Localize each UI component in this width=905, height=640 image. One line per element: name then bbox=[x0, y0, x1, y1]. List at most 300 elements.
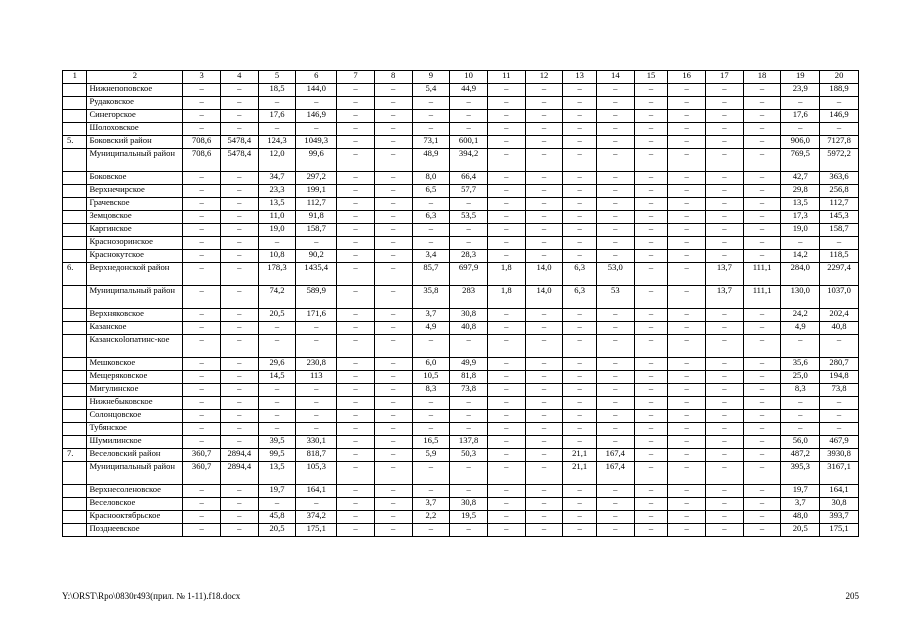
value-cell: – bbox=[563, 110, 597, 123]
value-cell: 2894,4 bbox=[220, 462, 258, 485]
value-cell: 3,7 bbox=[412, 309, 450, 322]
table-row bbox=[63, 97, 859, 110]
value-cell: – bbox=[743, 84, 781, 97]
value-cell: – bbox=[450, 224, 488, 237]
value-cell: – bbox=[634, 250, 668, 263]
value-cell: 30,8 bbox=[820, 498, 859, 511]
value-cell: – bbox=[220, 286, 258, 309]
value-cell: – bbox=[563, 309, 597, 322]
value-cell: – bbox=[596, 436, 634, 449]
value-cell: – bbox=[706, 110, 744, 123]
table-row bbox=[63, 149, 859, 172]
value-cell: 167,4 bbox=[596, 449, 634, 462]
row-number bbox=[63, 149, 87, 172]
value-cell: – bbox=[781, 237, 820, 250]
value-cell: 167,4 bbox=[596, 462, 634, 485]
value-cell: – bbox=[374, 172, 412, 185]
value-cell: – bbox=[374, 123, 412, 136]
value-cell: 111,1 bbox=[743, 263, 781, 286]
value-cell: 20,5 bbox=[258, 524, 296, 537]
value-cell: – bbox=[563, 384, 597, 397]
row-name: Мещеряковское bbox=[87, 371, 183, 384]
footer-file-path: Y:\ORST\Rpo\0830r493(прил. № 1-11).f18.docx bbox=[62, 591, 241, 601]
value-cell: – bbox=[563, 335, 597, 358]
value-cell: – bbox=[412, 97, 450, 110]
value-cell: – bbox=[634, 485, 668, 498]
table-row bbox=[63, 322, 859, 335]
value-cell: – bbox=[743, 462, 781, 485]
value-cell: – bbox=[487, 211, 525, 224]
value-cell: – bbox=[450, 423, 488, 436]
table-row bbox=[63, 358, 859, 371]
value-cell: – bbox=[668, 149, 706, 172]
table-row bbox=[63, 198, 859, 211]
row-name: Солонцовское bbox=[87, 410, 183, 423]
header-cell: 6 bbox=[296, 71, 337, 84]
value-cell: – bbox=[743, 384, 781, 397]
value-cell: – bbox=[563, 371, 597, 384]
value-cell: 8,3 bbox=[781, 384, 820, 397]
value-cell: – bbox=[220, 322, 258, 335]
value-cell: – bbox=[820, 123, 859, 136]
value-cell: – bbox=[706, 498, 744, 511]
value-cell: 6,5 bbox=[412, 185, 450, 198]
value-cell: – bbox=[634, 263, 668, 286]
value-cell: 360,7 bbox=[183, 462, 221, 485]
value-cell: – bbox=[258, 397, 296, 410]
row-name: Верхнечирское bbox=[87, 185, 183, 198]
value-cell: 3,7 bbox=[781, 498, 820, 511]
value-cell: 11,0 bbox=[258, 211, 296, 224]
value-cell: 23,9 bbox=[781, 84, 820, 97]
row-name: Боковский район bbox=[87, 136, 183, 149]
value-cell: – bbox=[337, 237, 375, 250]
value-cell: – bbox=[487, 423, 525, 436]
value-cell: 175,1 bbox=[820, 524, 859, 537]
value-cell: 81,8 bbox=[450, 371, 488, 384]
table-row bbox=[63, 449, 859, 462]
value-cell: – bbox=[374, 436, 412, 449]
value-cell: – bbox=[596, 224, 634, 237]
value-cell: – bbox=[374, 524, 412, 537]
row-name: Тубянское bbox=[87, 423, 183, 436]
value-cell: – bbox=[374, 322, 412, 335]
value-cell: – bbox=[634, 309, 668, 322]
value-cell: 199,1 bbox=[296, 185, 337, 198]
value-cell: – bbox=[706, 84, 744, 97]
value-cell: 363,6 bbox=[820, 172, 859, 185]
value-cell: – bbox=[220, 84, 258, 97]
row-number bbox=[63, 371, 87, 384]
value-cell: – bbox=[525, 250, 563, 263]
value-cell: 818,7 bbox=[296, 449, 337, 462]
value-cell: 113 bbox=[296, 371, 337, 384]
value-cell: – bbox=[525, 410, 563, 423]
value-cell: 18,5 bbox=[258, 84, 296, 97]
value-cell: – bbox=[374, 335, 412, 358]
row-number: 6. bbox=[63, 263, 87, 286]
value-cell: – bbox=[258, 123, 296, 136]
value-cell: – bbox=[596, 185, 634, 198]
value-cell: – bbox=[743, 371, 781, 384]
row-name: Муниципальный район bbox=[87, 149, 183, 172]
row-number bbox=[63, 335, 87, 358]
value-cell: 769,5 bbox=[781, 149, 820, 172]
value-cell: – bbox=[743, 123, 781, 136]
value-cell: 50,3 bbox=[450, 449, 488, 462]
value-cell: – bbox=[258, 322, 296, 335]
value-cell: 360,7 bbox=[183, 449, 221, 462]
row-name: Краснозоринское bbox=[87, 237, 183, 250]
table-row bbox=[63, 211, 859, 224]
value-cell: 330,1 bbox=[296, 436, 337, 449]
header-cell: 7 bbox=[337, 71, 375, 84]
value-cell: – bbox=[525, 485, 563, 498]
value-cell: – bbox=[374, 211, 412, 224]
value-cell: 112,7 bbox=[296, 198, 337, 211]
value-cell: 146,9 bbox=[820, 110, 859, 123]
row-name: Земцовское bbox=[87, 211, 183, 224]
table-row bbox=[63, 511, 859, 524]
header-cell: 5 bbox=[258, 71, 296, 84]
value-cell: – bbox=[337, 84, 375, 97]
header-cell: 12 bbox=[525, 71, 563, 84]
value-cell: 17,3 bbox=[781, 211, 820, 224]
value-cell: 13,7 bbox=[706, 286, 744, 309]
value-cell: – bbox=[634, 322, 668, 335]
value-cell: – bbox=[743, 322, 781, 335]
value-cell: – bbox=[183, 335, 221, 358]
value-cell: – bbox=[374, 97, 412, 110]
value-cell: – bbox=[525, 136, 563, 149]
value-cell: – bbox=[634, 172, 668, 185]
value-cell: – bbox=[183, 410, 221, 423]
value-cell: – bbox=[743, 397, 781, 410]
value-cell: 73,8 bbox=[820, 384, 859, 397]
row-number bbox=[63, 358, 87, 371]
row-name: Верхняковское bbox=[87, 309, 183, 322]
value-cell: – bbox=[296, 322, 337, 335]
value-cell: – bbox=[668, 397, 706, 410]
value-cell: – bbox=[296, 237, 337, 250]
value-cell: – bbox=[525, 185, 563, 198]
value-cell: – bbox=[525, 462, 563, 485]
value-cell: – bbox=[337, 485, 375, 498]
row-number bbox=[63, 110, 87, 123]
value-cell: – bbox=[668, 358, 706, 371]
value-cell: – bbox=[220, 511, 258, 524]
value-cell: 13,5 bbox=[258, 198, 296, 211]
header-cell: 8 bbox=[374, 71, 412, 84]
value-cell: 42,7 bbox=[781, 172, 820, 185]
value-cell: – bbox=[487, 485, 525, 498]
value-cell: – bbox=[296, 410, 337, 423]
value-cell: – bbox=[563, 358, 597, 371]
value-cell: 906,0 bbox=[781, 136, 820, 149]
value-cell: – bbox=[450, 462, 488, 485]
value-cell: – bbox=[596, 211, 634, 224]
value-cell: – bbox=[634, 211, 668, 224]
value-cell: – bbox=[487, 250, 525, 263]
value-cell: – bbox=[220, 185, 258, 198]
value-cell: – bbox=[668, 185, 706, 198]
value-cell: – bbox=[374, 224, 412, 237]
value-cell: – bbox=[668, 436, 706, 449]
row-name: Мигулинское bbox=[87, 384, 183, 397]
value-cell: – bbox=[337, 211, 375, 224]
value-cell: – bbox=[563, 198, 597, 211]
value-cell: – bbox=[634, 286, 668, 309]
value-cell: 145,3 bbox=[820, 211, 859, 224]
value-cell: 44,9 bbox=[450, 84, 488, 97]
value-cell: – bbox=[183, 224, 221, 237]
row-name: Казанское bbox=[87, 322, 183, 335]
row-number bbox=[63, 172, 87, 185]
value-cell: – bbox=[487, 84, 525, 97]
table-row bbox=[63, 185, 859, 198]
header-cell: 3 bbox=[183, 71, 221, 84]
table-row bbox=[63, 237, 859, 250]
header-cell: 14 bbox=[596, 71, 634, 84]
value-cell: – bbox=[596, 498, 634, 511]
value-cell: – bbox=[337, 123, 375, 136]
row-name: Шумилинское bbox=[87, 436, 183, 449]
value-cell: – bbox=[706, 449, 744, 462]
value-cell: – bbox=[258, 97, 296, 110]
value-cell: – bbox=[337, 198, 375, 211]
value-cell: – bbox=[487, 449, 525, 462]
value-cell: 19,5 bbox=[450, 511, 488, 524]
value-cell: – bbox=[220, 397, 258, 410]
value-cell: – bbox=[668, 423, 706, 436]
value-cell: – bbox=[220, 309, 258, 322]
value-cell: – bbox=[258, 384, 296, 397]
value-cell: 30,8 bbox=[450, 309, 488, 322]
value-cell: – bbox=[487, 335, 525, 358]
value-cell: – bbox=[706, 123, 744, 136]
value-cell: – bbox=[374, 384, 412, 397]
value-cell: – bbox=[634, 110, 668, 123]
value-cell: – bbox=[743, 511, 781, 524]
table-row bbox=[63, 498, 859, 511]
value-cell: – bbox=[563, 322, 597, 335]
row-number bbox=[63, 423, 87, 436]
value-cell: 21,1 bbox=[563, 449, 597, 462]
value-cell: – bbox=[563, 136, 597, 149]
value-cell: – bbox=[525, 397, 563, 410]
value-cell: – bbox=[220, 224, 258, 237]
row-name: Краснокутское bbox=[87, 250, 183, 263]
value-cell: – bbox=[781, 123, 820, 136]
value-cell: – bbox=[374, 410, 412, 423]
value-cell: 589,9 bbox=[296, 286, 337, 309]
value-cell: – bbox=[706, 335, 744, 358]
value-cell: – bbox=[487, 384, 525, 397]
value-cell: – bbox=[183, 498, 221, 511]
value-cell: – bbox=[487, 110, 525, 123]
value-cell: – bbox=[596, 485, 634, 498]
row-number bbox=[63, 250, 87, 263]
header-cell: 17 bbox=[706, 71, 744, 84]
value-cell: – bbox=[337, 511, 375, 524]
value-cell: – bbox=[525, 198, 563, 211]
value-cell: – bbox=[706, 136, 744, 149]
value-cell: – bbox=[634, 410, 668, 423]
value-cell: – bbox=[634, 335, 668, 358]
value-cell: – bbox=[525, 371, 563, 384]
value-cell: 35,6 bbox=[781, 358, 820, 371]
value-cell: – bbox=[412, 198, 450, 211]
value-cell: – bbox=[220, 123, 258, 136]
value-cell: – bbox=[337, 250, 375, 263]
value-cell: – bbox=[634, 423, 668, 436]
value-cell: – bbox=[337, 136, 375, 149]
value-cell: – bbox=[337, 462, 375, 485]
value-cell: – bbox=[525, 524, 563, 537]
row-name: Нижнепоповское bbox=[87, 84, 183, 97]
value-cell: 14,0 bbox=[525, 286, 563, 309]
value-cell: 5478,4 bbox=[220, 149, 258, 172]
value-cell: – bbox=[634, 97, 668, 110]
value-cell: 467,9 bbox=[820, 436, 859, 449]
value-cell: 6,0 bbox=[412, 358, 450, 371]
value-cell: – bbox=[220, 263, 258, 286]
value-cell: – bbox=[374, 462, 412, 485]
value-cell: – bbox=[337, 384, 375, 397]
value-cell: 90,2 bbox=[296, 250, 337, 263]
value-cell: – bbox=[337, 224, 375, 237]
value-cell: – bbox=[668, 97, 706, 110]
row-number bbox=[63, 309, 87, 322]
value-cell: – bbox=[412, 397, 450, 410]
value-cell: – bbox=[220, 237, 258, 250]
value-cell: – bbox=[743, 110, 781, 123]
value-cell: – bbox=[183, 436, 221, 449]
value-cell: – bbox=[668, 524, 706, 537]
value-cell: – bbox=[634, 498, 668, 511]
value-cell: 39,5 bbox=[258, 436, 296, 449]
value-cell: 297,2 bbox=[296, 172, 337, 185]
value-cell: – bbox=[337, 423, 375, 436]
value-cell: 21,1 bbox=[563, 462, 597, 485]
row-name: Казанскolопатинс-кое bbox=[87, 335, 183, 358]
table-row bbox=[63, 524, 859, 537]
value-cell: 5972,2 bbox=[820, 149, 859, 172]
value-cell: 19,7 bbox=[781, 485, 820, 498]
value-cell: – bbox=[337, 286, 375, 309]
value-cell: – bbox=[596, 149, 634, 172]
value-cell: – bbox=[706, 149, 744, 172]
value-cell: 56,0 bbox=[781, 436, 820, 449]
value-cell: – bbox=[487, 524, 525, 537]
value-cell: – bbox=[220, 524, 258, 537]
value-cell: – bbox=[743, 198, 781, 211]
value-cell: – bbox=[183, 524, 221, 537]
value-cell: – bbox=[634, 371, 668, 384]
table-row bbox=[63, 172, 859, 185]
value-cell: 17,6 bbox=[781, 110, 820, 123]
value-cell: 395,3 bbox=[781, 462, 820, 485]
value-cell: 171,6 bbox=[296, 309, 337, 322]
value-cell: – bbox=[820, 97, 859, 110]
row-number bbox=[63, 511, 87, 524]
value-cell: – bbox=[337, 449, 375, 462]
value-cell: – bbox=[487, 123, 525, 136]
row-number bbox=[63, 462, 87, 485]
value-cell: 2894,4 bbox=[220, 449, 258, 462]
value-cell: 175,1 bbox=[296, 524, 337, 537]
value-cell: – bbox=[781, 397, 820, 410]
value-cell: 23,3 bbox=[258, 185, 296, 198]
table-row bbox=[63, 224, 859, 237]
value-cell: – bbox=[374, 185, 412, 198]
value-cell: – bbox=[706, 436, 744, 449]
value-cell: – bbox=[487, 224, 525, 237]
value-cell: – bbox=[743, 335, 781, 358]
value-cell: – bbox=[743, 237, 781, 250]
value-cell: – bbox=[706, 371, 744, 384]
value-cell: – bbox=[183, 309, 221, 322]
row-name: Синегорское bbox=[87, 110, 183, 123]
value-cell: – bbox=[668, 110, 706, 123]
value-cell: – bbox=[183, 371, 221, 384]
value-cell: – bbox=[525, 123, 563, 136]
value-cell: – bbox=[525, 149, 563, 172]
value-cell: – bbox=[220, 335, 258, 358]
value-cell: – bbox=[596, 309, 634, 322]
value-cell: – bbox=[668, 237, 706, 250]
value-cell: – bbox=[668, 410, 706, 423]
value-cell: 283 bbox=[450, 286, 488, 309]
row-number: 7. bbox=[63, 449, 87, 462]
row-name: Грачевское bbox=[87, 198, 183, 211]
value-cell: – bbox=[596, 84, 634, 97]
value-cell: – bbox=[183, 322, 221, 335]
table-row bbox=[63, 462, 859, 485]
value-cell: 374,2 bbox=[296, 511, 337, 524]
value-cell: – bbox=[337, 358, 375, 371]
value-cell: 256,8 bbox=[820, 185, 859, 198]
value-cell: – bbox=[337, 263, 375, 286]
header-row bbox=[63, 71, 859, 84]
value-cell: – bbox=[487, 97, 525, 110]
value-cell: 105,3 bbox=[296, 462, 337, 485]
value-cell: – bbox=[706, 97, 744, 110]
value-cell: 91,8 bbox=[296, 211, 337, 224]
value-cell: 1049,3 bbox=[296, 136, 337, 149]
page-number: 205 bbox=[845, 591, 859, 601]
value-cell: – bbox=[412, 335, 450, 358]
value-cell: 29,6 bbox=[258, 358, 296, 371]
value-cell: 57,7 bbox=[450, 185, 488, 198]
value-cell: – bbox=[487, 358, 525, 371]
value-cell: – bbox=[668, 286, 706, 309]
value-cell: – bbox=[183, 211, 221, 224]
value-cell: – bbox=[450, 485, 488, 498]
value-cell: 73,1 bbox=[412, 136, 450, 149]
value-cell: – bbox=[743, 309, 781, 322]
value-cell: – bbox=[183, 423, 221, 436]
value-cell: – bbox=[596, 410, 634, 423]
value-cell: – bbox=[596, 136, 634, 149]
value-cell: – bbox=[374, 198, 412, 211]
value-cell: – bbox=[596, 237, 634, 250]
value-cell: – bbox=[563, 423, 597, 436]
value-cell: 144,0 bbox=[296, 84, 337, 97]
value-cell: – bbox=[412, 123, 450, 136]
value-cell: 14,0 bbox=[525, 263, 563, 286]
value-cell: – bbox=[183, 511, 221, 524]
